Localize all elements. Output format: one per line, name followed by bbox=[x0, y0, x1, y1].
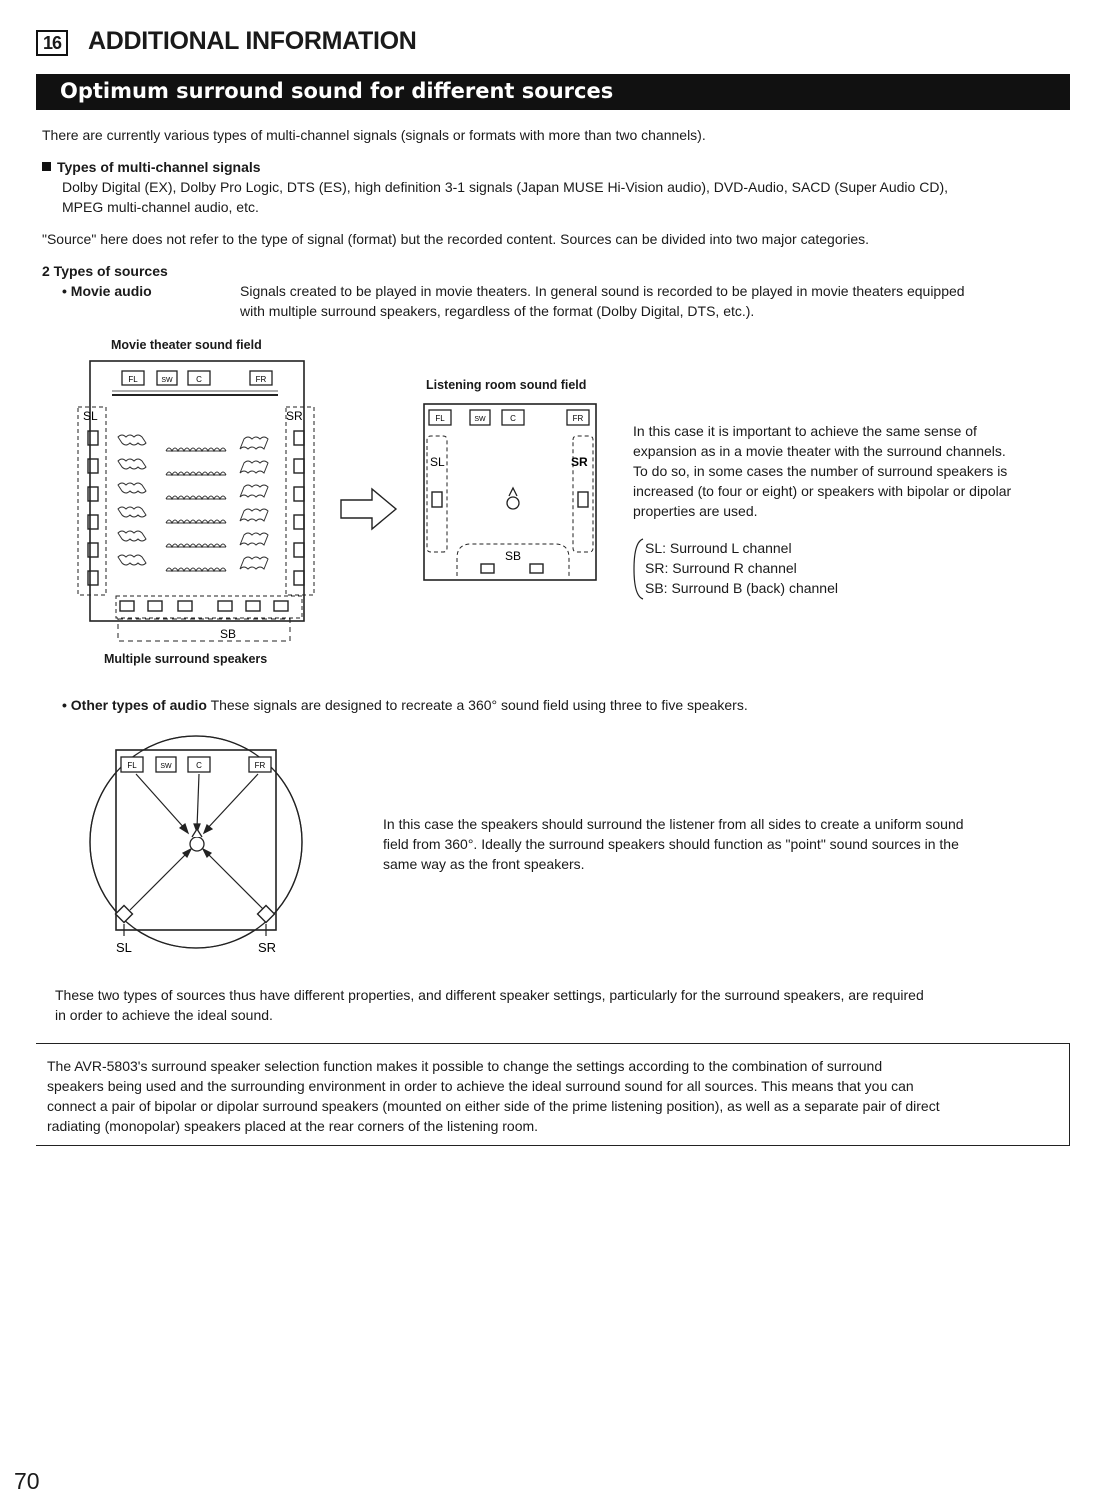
audience-seating bbox=[118, 435, 268, 571]
types-sources-heading: 2 Types of sources bbox=[42, 263, 168, 279]
listener-icon bbox=[507, 488, 519, 509]
section-header-bar bbox=[36, 74, 1070, 110]
label-sw: SW bbox=[161, 377, 173, 384]
conclusion-line1: These two types of sources thus have different properties, and different speaker settings, particularly for the surround speakers, are required bbox=[55, 987, 924, 1003]
listening-room-diagram bbox=[415, 400, 610, 595]
theater-caption: Movie theater sound field bbox=[111, 338, 262, 352]
speaker-c bbox=[188, 371, 210, 385]
other-audio-bullet: • bbox=[62, 697, 71, 713]
legend-sb: SB: Surround B (back) channel bbox=[645, 580, 838, 596]
other-label-c: C bbox=[196, 761, 202, 770]
back-surround-speakers bbox=[120, 601, 288, 611]
movie-audio-line1: Signals created to be played in movie theaters. In general sound is recorded to be played in movie theaters equipped bbox=[240, 283, 965, 299]
other-audio-label: Other types of audio bbox=[70, 697, 207, 713]
other-label-sr: SR bbox=[258, 940, 277, 955]
room-speaker-sw bbox=[470, 410, 490, 425]
label-fl: FL bbox=[128, 375, 138, 384]
movie-desc-line5: properties are used. bbox=[633, 503, 758, 519]
room-label-sr: SR bbox=[571, 455, 588, 469]
room-speaker-sr bbox=[578, 492, 588, 507]
other-speaker-sw bbox=[156, 757, 176, 772]
label-sb-theater: SB bbox=[220, 627, 237, 641]
room-speaker-fr bbox=[567, 410, 589, 425]
movie-audio-line2: with multiple surround speakers, regardless of the format (Dolby Digital, DTS, etc.). bbox=[240, 303, 755, 319]
other-desc-line3: same way as the front speakers. bbox=[383, 856, 585, 872]
conclusion-line2: in order to achieve the ideal sound. bbox=[55, 1007, 273, 1023]
other-audio-diagram bbox=[88, 730, 318, 965]
note-line1: The AVR-5803's surround speaker selection function makes it possible to change the settings according to the combination of surround bbox=[47, 1058, 883, 1074]
speaker-legend bbox=[645, 538, 838, 598]
square-bullet-icon bbox=[42, 162, 51, 171]
other-audio-text: These signals are designed to recreate a 360° sound field using three to five speakers. bbox=[210, 697, 748, 713]
movie-theater-diagram bbox=[70, 355, 330, 650]
label-c: C bbox=[196, 375, 202, 384]
right-surround-speakers bbox=[294, 431, 304, 585]
room-label-fr: FR bbox=[572, 414, 584, 423]
room-label-c: C bbox=[510, 414, 516, 423]
other-label-fl: FL bbox=[127, 761, 137, 770]
other-speaker-c bbox=[188, 757, 210, 772]
note-box bbox=[36, 1043, 1070, 1146]
source-note: "Source" here does not refer to the type of signal (format) but the recorded content. Sources can be divided into two major categories. bbox=[42, 231, 870, 247]
room-label-sl: SL bbox=[430, 455, 445, 469]
room-speaker-sb-left bbox=[481, 564, 494, 573]
chapter-title: ADDITIONAL INFORMATION bbox=[88, 27, 417, 55]
note-line3: connect a pair of bipolar or dipolar surround speakers (mounted on either side of the prime listening position), as well as a separate pair of direct bbox=[47, 1098, 940, 1114]
speaker-fl bbox=[122, 371, 144, 385]
multiple-speakers-caption: Multiple surround speakers bbox=[104, 652, 268, 666]
section-title: Optimum surround sound for different sources bbox=[60, 79, 614, 103]
room-label-fl: FL bbox=[435, 414, 445, 423]
legend-sl: SL: Surround L channel bbox=[645, 540, 792, 556]
note-line2: speakers being used and the surrounding environment in order to achieve the ideal surround sound for all sources. This means that you can bbox=[47, 1078, 914, 1094]
other-desc-line2: field from 360°. Ideally the surround speakers should function as "point" sound sources in the bbox=[383, 836, 959, 852]
movie-desc-line3: To do so, in some cases the number of surround speakers is bbox=[633, 463, 1008, 479]
room-speaker-fl bbox=[429, 410, 451, 425]
other-label-fr: FR bbox=[254, 761, 266, 770]
intro-text: There are currently various types of multi-channel signals (signals or formats with more than two channels). bbox=[42, 127, 706, 143]
speaker-fr bbox=[250, 371, 272, 385]
note-line4: radiating (monopolar) speakers placed at the rear corners of the listening room. bbox=[47, 1118, 539, 1134]
legend-brace-icon bbox=[632, 538, 644, 600]
movie-audio-label: • Movie audio bbox=[62, 283, 152, 299]
chapter-number-box: 16 bbox=[36, 30, 68, 56]
room-label-sb: SB bbox=[504, 549, 522, 563]
label-fr: FR bbox=[255, 375, 267, 384]
movie-desc-line1: In this case it is important to achieve the same sense of bbox=[633, 423, 977, 439]
room-speaker-sl bbox=[432, 492, 442, 507]
room-label-sw: SW bbox=[474, 416, 486, 423]
movie-desc-line4: increased (to four or eight) or speakers with bipolar or dipolar bbox=[633, 483, 1012, 499]
label-sl-theater: SL bbox=[83, 409, 98, 423]
types-signals-line2: MPEG multi-channel audio, etc. bbox=[62, 199, 259, 215]
types-signals-heading bbox=[42, 157, 261, 177]
page-number: 70 bbox=[14, 1468, 40, 1494]
other-speaker-fl bbox=[121, 757, 143, 772]
listening-room-caption: Listening room sound field bbox=[426, 378, 587, 392]
other-label-sw: SW bbox=[160, 763, 172, 770]
types-signals-line1: Dolby Digital (EX), Dolby Pro Logic, DTS (ES), high definition 3-1 signals (Japan MUSE Hi-Vision audio), DVD-Audio, SACD (Super Audio CD), bbox=[62, 179, 948, 195]
other-speaker-fr bbox=[249, 757, 271, 772]
arrow-right-icon bbox=[338, 486, 400, 532]
other-label-sl: SL bbox=[116, 940, 132, 955]
other-desc-line1: In this case the speakers should surround the listener from all sides to create a uniform sound bbox=[383, 816, 964, 832]
movie-desc-line2: expansion as in a movie theater with the surround channels. bbox=[633, 443, 1006, 459]
label-sr-theater: SR bbox=[286, 409, 303, 423]
room-speaker-c bbox=[502, 410, 524, 425]
types-signals-heading-text: Types of multi-channel signals bbox=[57, 159, 261, 175]
legend-sr: SR: Surround R channel bbox=[645, 560, 797, 576]
other-audio-line bbox=[62, 695, 748, 715]
room-speaker-sb-right bbox=[530, 564, 543, 573]
movie-audio-label-text: Movie audio bbox=[70, 283, 152, 299]
speaker-sw bbox=[157, 371, 177, 385]
